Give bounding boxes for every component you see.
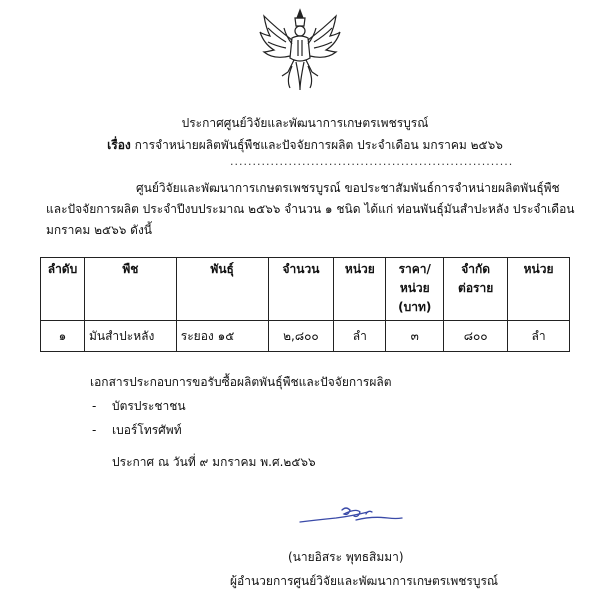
- table-header-row: [41, 258, 570, 321]
- header-limit: [444, 258, 508, 321]
- document-item-label: บัตรประชาชน: [112, 399, 186, 413]
- announcement-title: ประกาศศูนย์วิจัยและพัฒนาการเกษตรเพชรบูรณ์: [181, 116, 429, 130]
- header-unit: หน่วย: [334, 258, 386, 321]
- list-item: [90, 394, 392, 418]
- header-no: ลำดับ: [41, 258, 85, 321]
- subject-label: เรื่อง: [107, 138, 131, 152]
- header-limit-line-1: จำกัด: [461, 262, 491, 276]
- header-plant: พืช: [84, 258, 176, 321]
- header-quantity: จำนวน: [268, 258, 334, 321]
- cell-unit: ลำ: [334, 321, 386, 352]
- signature-icon: [296, 500, 406, 532]
- document-item-label: เบอร์โทรศัพท์: [112, 423, 182, 437]
- cell-variety: ระยอง ๑๕: [176, 321, 268, 352]
- documents-heading: เอกสารประกอบการขอรับซื้อผลิตพันธุ์พืชและปัจจัยการผลิต: [90, 375, 392, 389]
- list-item: [90, 418, 392, 442]
- cell-no: ๑: [41, 321, 85, 352]
- header-variety: พันธุ์: [176, 258, 268, 321]
- announcement-subject: [0, 136, 610, 155]
- cell-limit-unit: ลำ: [508, 321, 570, 352]
- header-price-line-3: (บาท): [398, 300, 432, 314]
- bullet-dash: -: [92, 423, 97, 437]
- cell-limit: ๘๐๐: [444, 321, 508, 352]
- header-limit-unit: หน่วย: [508, 258, 570, 321]
- header-limit-line-2: ต่อราย: [458, 281, 494, 295]
- header-price-line-1: ราคา/: [398, 262, 431, 276]
- header-price: [386, 258, 444, 321]
- bullet-dash: -: [92, 399, 97, 413]
- required-documents: [90, 370, 392, 442]
- header-price-line-2: หน่วย: [399, 281, 430, 295]
- separator-dots: ...............................................................: [230, 155, 514, 168]
- signer-name: (นายอิสระ พุทธสิมมา): [288, 550, 404, 564]
- announcement-date: ประกาศ ณ วันที่ ๙ มกราคม พ.ศ.๒๕๖๖: [112, 455, 316, 469]
- intro-line-3: มกราคม ๒๕๖๖ ดังนี้: [46, 223, 153, 237]
- cell-quantity: ๒,๘๐๐: [268, 321, 334, 352]
- table-row: [41, 321, 570, 352]
- cell-price: ๓: [386, 321, 444, 352]
- signer-position: ผู้อำนวยการศูนย์วิจัยและพัฒนาการเกษตรเพชรบูรณ์: [230, 574, 499, 588]
- intro-line-2: และปัจจัยการผลิต ประจำปีงบประมาณ ๒๕๖๖ จำนวน ๑ ชนิด ได้แก่ ท่อนพันธุ์มันสำปะหลัง ประจำเดือน: [46, 202, 575, 216]
- subject-text: การจำหน่ายผลิตพันธุ์พืชและปัจจัยการผลิต ประจำเดือน มกราคม ๒๕๖๖: [134, 138, 503, 152]
- distribution-table: [40, 257, 570, 352]
- cell-plant: มันสำปะหลัง: [84, 321, 176, 352]
- intro-line-1: ศูนย์วิจัยและพัฒนาการเกษตรเพชรบูรณ์ ขอประชาสัมพันธ์การจำหน่ายผลิตพันธุ์พืช: [136, 181, 560, 195]
- intro-paragraph: [46, 178, 576, 241]
- garuda-emblem-icon: [256, 6, 344, 94]
